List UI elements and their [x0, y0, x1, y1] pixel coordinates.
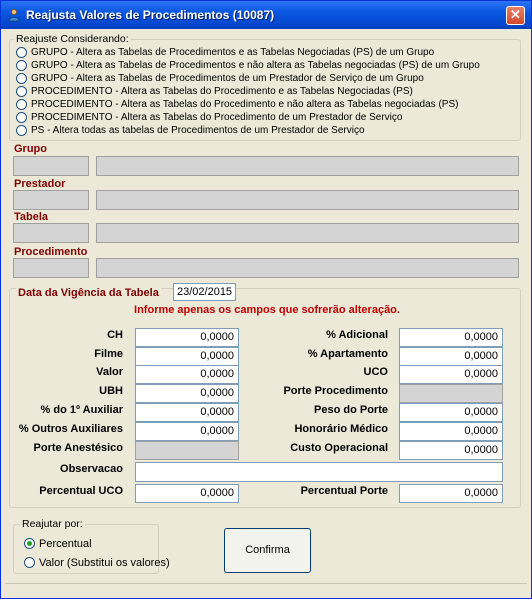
porte-anestesico-input	[135, 441, 239, 460]
adicional-input[interactable]: 0,0000	[399, 328, 503, 347]
honorario-medico-label: Honorário Médico	[294, 423, 388, 435]
reajuste-option-label: GRUPO - Altera as Tabelas de Procedimentos e não altera as Tabelas negociadas (PS) de um Grupo	[31, 60, 480, 71]
reajuste-option-label: GRUPO - Altera as Tabelas de Procedimentos e as Tabelas Negociadas (PS) de um Grupo	[31, 47, 435, 58]
radio-icon[interactable]	[16, 86, 27, 97]
info-message: Informe apenas os campos que sofrerão alteração.	[134, 304, 400, 316]
reajuste-legend: Reajuste Considerando:	[16, 33, 129, 45]
vigencia-date-value: 23/02/2015	[177, 286, 233, 298]
ch-input[interactable]: 0,0000	[135, 328, 239, 347]
title-bar[interactable]	[1, 1, 531, 29]
porte-anestesico-label: Porte Anestésico	[33, 442, 123, 454]
reajuste-option-label: PROCEDIMENTO - Altera as Tabelas do Procedimento de um Prestador de Serviço	[31, 112, 403, 123]
tabela-code-field[interactable]	[13, 223, 89, 243]
custo-operacional-input[interactable]: 0,0000	[399, 441, 503, 460]
reajuste-option-2[interactable]	[16, 59, 480, 72]
reajustar-group	[13, 518, 170, 574]
grupo-label: Grupo	[14, 143, 47, 155]
reajustar-percentual-label: Percentual	[39, 537, 92, 550]
observacao-input[interactable]	[135, 462, 503, 482]
radio-icon[interactable]	[16, 73, 27, 84]
radio-icon[interactable]	[16, 112, 27, 123]
peso-porte-label: Peso do Porte	[314, 404, 388, 416]
radio-icon[interactable]	[16, 125, 27, 136]
tabela-name-field[interactable]	[96, 223, 519, 243]
adicional-label: % Adicional	[326, 329, 388, 341]
close-icon: ✕	[510, 7, 521, 22]
reajuste-option-6[interactable]	[16, 111, 402, 124]
valor-input[interactable]: 0,0000	[135, 365, 239, 384]
radio-icon[interactable]	[16, 47, 27, 58]
apartamento-label: % Apartamento	[307, 348, 388, 360]
reajuste-option-3[interactable]	[16, 72, 424, 85]
prestador-name-field[interactable]	[96, 190, 519, 210]
prestador-code-field[interactable]	[13, 190, 89, 210]
vigencia-label: Data da Vigência da Tabela	[18, 287, 159, 299]
ubh-input[interactable]: 0,0000	[135, 384, 239, 403]
reajustar-percentual[interactable]	[24, 537, 92, 550]
porte-procedimento-input	[399, 384, 503, 403]
reajuste-option-1[interactable]	[16, 46, 434, 59]
window-title: Reajusta Valores de Procedimentos (10087)	[26, 8, 275, 22]
procedimento-code-field[interactable]	[13, 258, 89, 278]
vigencia-date-input[interactable]	[173, 283, 236, 301]
grupo-name-field[interactable]	[96, 156, 519, 176]
custo-operacional-label: Custo Operacional	[290, 442, 388, 454]
confirma-label: Confirma	[245, 544, 290, 556]
percentual-uco-input[interactable]: 0,0000	[135, 484, 239, 503]
reajuste-option-7[interactable]	[16, 124, 365, 137]
reajuste-option-label: PS - Altera todas as tabelas de Procedimentos de um Prestador de Serviço	[31, 125, 365, 136]
filme-input[interactable]: 0,0000	[135, 347, 239, 366]
prestador-label: Prestador	[14, 178, 66, 190]
apartamento-input[interactable]: 0,0000	[399, 347, 503, 366]
radio-icon[interactable]	[16, 99, 27, 110]
primeiro-auxiliar-label: % do 1º Auxiliar	[40, 404, 123, 416]
grupo-code-field[interactable]	[13, 156, 89, 176]
reajustar-valor-label: Valor (Substitui os valores)	[39, 556, 170, 569]
uco-label: UCO	[363, 366, 388, 378]
app-icon	[7, 8, 21, 22]
percentual-porte-label: Percentual Porte	[300, 485, 388, 497]
outros-auxiliares-input[interactable]: 0,0000	[135, 422, 239, 441]
filme-label: Filme	[94, 348, 123, 360]
observacao-label: Observacao	[60, 463, 123, 475]
radio-icon[interactable]	[16, 60, 27, 71]
reajuste-option-label: PROCEDIMENTO - Altera as Tabelas do Procedimento e as Tabelas Negociadas (PS)	[31, 86, 413, 97]
reajuste-group	[9, 33, 521, 141]
uco-input[interactable]: 0,0000	[399, 365, 503, 384]
close-button[interactable]	[506, 6, 525, 25]
reajuste-option-label: PROCEDIMENTO - Altera as Tabelas do Procedimento e não altera as Tabelas negociadas (PS)	[31, 99, 459, 110]
procedimento-name-field[interactable]	[96, 258, 519, 278]
radio-icon[interactable]	[24, 557, 35, 568]
ch-label: CH	[107, 329, 123, 341]
honorario-medico-input[interactable]: 0,0000	[399, 422, 503, 441]
radio-selected-icon[interactable]	[24, 538, 35, 549]
tabela-label: Tabela	[14, 211, 49, 223]
reajustar-valor[interactable]	[24, 556, 170, 569]
ubh-label: UBH	[99, 385, 123, 397]
procedimento-label: Procedimento	[14, 246, 88, 258]
reajustar-legend: Reajutar por:	[22, 518, 83, 530]
confirma-button[interactable]	[224, 528, 311, 573]
reajuste-option-4[interactable]	[16, 85, 413, 98]
outros-auxiliares-label: % Outros Auxiliares	[18, 423, 123, 435]
percentual-porte-input[interactable]: 0,0000	[399, 484, 503, 503]
status-bar	[5, 583, 527, 596]
percentual-uco-label: Percentual UCO	[39, 485, 123, 497]
valor-label: Valor	[96, 366, 123, 378]
porte-procedimento-label: Porte Procedimento	[283, 385, 388, 397]
reajuste-option-5[interactable]	[16, 98, 458, 111]
reajuste-option-label: GRUPO - Altera as Tabelas de Procedimentos de um Prestador de Serviço de um Grupo	[31, 73, 424, 84]
primeiro-auxiliar-input[interactable]: 0,0000	[135, 403, 239, 422]
peso-porte-input[interactable]: 0,0000	[399, 403, 503, 422]
